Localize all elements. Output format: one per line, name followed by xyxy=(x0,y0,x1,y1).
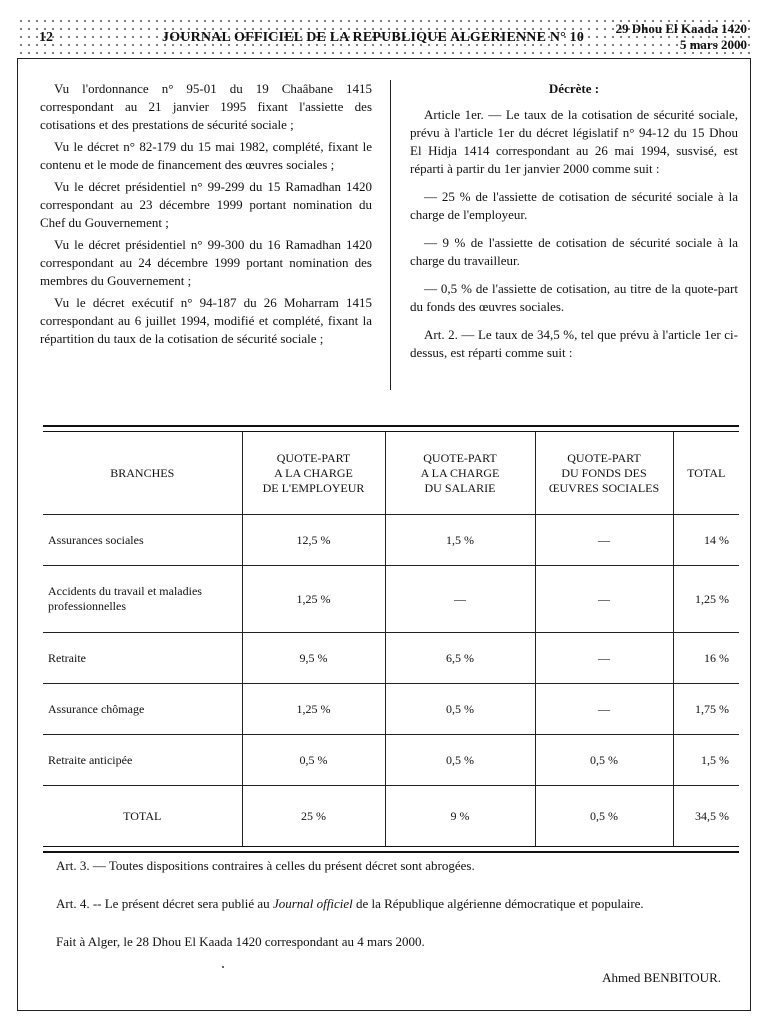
employee-share: 0,5 % xyxy=(385,684,535,735)
visa-paragraph: Vu le décret n° 82-179 du 15 mai 1982, complété, fixant le contenu et le mode de financement des œuvres sociales ; xyxy=(40,139,372,172)
table-row xyxy=(43,735,739,786)
decrete-heading: Décrète : xyxy=(548,81,600,96)
header-employer: QUOTE-PART A LA CHARGE DE L'EMPLOYEUR xyxy=(242,432,385,515)
table-top-rule xyxy=(43,425,739,432)
journal-title: JOURNAL OFFICIEL DE LA REPUBLIQUE ALGERIENNE N° 10 xyxy=(162,30,585,45)
header-social-fund: QUOTE-PART DU FONDS DES ŒUVRES SOCIALES xyxy=(535,432,673,515)
social-fund-total: 0,5 % xyxy=(535,786,673,847)
table-total-row xyxy=(43,786,739,847)
grand-total: 34,5 % xyxy=(673,786,739,847)
employer-share: 0,5 % xyxy=(242,735,385,786)
employer-share: 9,5 % xyxy=(242,633,385,684)
header-date xyxy=(616,21,747,53)
fait-a-alger: Fait à Alger, le 28 Dhou El Kaada 1420 correspondant au 4 mars 2000. xyxy=(56,934,425,949)
signature: Ahmed BENBITOUR. xyxy=(602,970,721,985)
social-fund-share: — xyxy=(535,633,673,684)
journal-officiel-italic: Journal officiel xyxy=(272,896,353,911)
row-total: 1,75 % xyxy=(673,684,739,735)
branch-name: Retraite anticipée xyxy=(43,735,242,786)
visa-paragraph: Vu le décret exécutif n° 94-187 du 26 Moharram 1415 correspondant au 6 juillet 1994, modifié et complété, fixant la répartition du taux de la cotisation de sécurité sociale ; xyxy=(40,295,372,346)
distribution-table xyxy=(43,425,739,853)
employee-share: 6,5 % xyxy=(385,633,535,684)
social-fund-share: — xyxy=(535,566,673,633)
page-header xyxy=(17,17,751,59)
date-gregorian: 5 mars 2000 xyxy=(679,37,747,52)
article-1: Article 1er. — Le taux de la cotisation de sécurité sociale, prévu à l'article 1er du décret législatif n° 94-12 du 15 Dhou El Hidja 1414 correspondant au 26 mai 1994, susvisé, est réparti à partir du 1er janvier 2000 comme suit : xyxy=(410,107,738,176)
table-header-row xyxy=(43,432,739,515)
employee-share: 0,5 % xyxy=(385,735,535,786)
header-branches: BRANCHES xyxy=(43,432,242,515)
row-total: 14 % xyxy=(673,515,739,566)
branch-name: Assurance chômage xyxy=(43,684,242,735)
row-total: 1,25 % xyxy=(673,566,739,633)
article-1-item-worker: — 9 % de l'assiette de cotisation de sécurité sociale à la charge du travailleur. xyxy=(410,235,738,268)
visa-paragraph: Vu le décret présidentiel n° 99-299 du 15 Ramadhan 1420 correspondant au 23 décembre 1999 portant nomination du Chef du Gouvernement ; xyxy=(40,179,372,230)
article-4-text-end: de la République algérienne démocratique et populaire. xyxy=(352,896,644,911)
header-total: TOTAL xyxy=(673,432,739,515)
article-4-text: Art. 4. -- Le présent décret sera publié au xyxy=(56,896,273,911)
visa-paragraph: Vu l'ordonnance n° 95-01 du 19 Chaâbane 1415 correspondant au 21 janvier 1995 fixant l'assiette des cotisations et des prestations de sécurité sociale ; xyxy=(40,81,372,132)
stray-dot xyxy=(222,966,224,968)
date-hijri: 29 Dhou El Kaada 1420 xyxy=(615,21,747,36)
employee-total: 9 % xyxy=(385,786,535,847)
article-3: Art. 3. — Toutes dispositions contraires à celles du présent décret sont abrogées. xyxy=(56,858,475,873)
article-1-item-employer: — 25 % de l'assiette de cotisation de sécurité sociale à la charge de l'employeur. xyxy=(410,189,738,222)
header-employee: QUOTE-PART A LA CHARGE DU SALARIE xyxy=(385,432,535,515)
table-bottom-rule xyxy=(43,846,739,853)
employee-share: — xyxy=(385,566,535,633)
row-total: 16 % xyxy=(673,633,739,684)
employer-share: 12,5 % xyxy=(242,515,385,566)
employee-share: 1,5 % xyxy=(385,515,535,566)
visa-paragraph: Vu le décret présidentiel n° 99-300 du 16 Ramadhan 1420 correspondant au 24 décembre 1999 portant nomination des membres du Gouvernement ; xyxy=(40,237,372,288)
row-total: 1,5 % xyxy=(673,735,739,786)
table-row xyxy=(43,515,739,566)
left-column xyxy=(40,80,372,352)
right-column xyxy=(410,80,738,372)
total-label: TOTAL xyxy=(43,786,242,847)
branch-name: Retraite xyxy=(43,633,242,684)
table-row xyxy=(43,633,739,684)
table-row xyxy=(43,566,739,633)
article-4 xyxy=(56,896,644,912)
table-row xyxy=(43,684,739,735)
social-fund-share: 0,5 % xyxy=(535,735,673,786)
social-fund-share: — xyxy=(535,684,673,735)
social-fund-share: — xyxy=(535,515,673,566)
column-divider xyxy=(390,80,391,390)
article-2: Art. 2. — Le taux de 34,5 %, tel que prévu à l'article 1er ci-dessus, est réparti comme suit : xyxy=(410,327,738,360)
employer-total: 25 % xyxy=(242,786,385,847)
employer-share: 1,25 % xyxy=(242,566,385,633)
branch-name: Assurances sociales xyxy=(43,515,242,566)
article-1-item-social: — 0,5 % de l'assiette de cotisation, au titre de la quote-part du fonds des œuvres sociales. xyxy=(410,281,738,314)
branch-name: Accidents du travail et maladies professionnelles xyxy=(43,566,242,633)
employer-share: 1,25 % xyxy=(242,684,385,735)
page-number: 12 xyxy=(39,30,53,45)
